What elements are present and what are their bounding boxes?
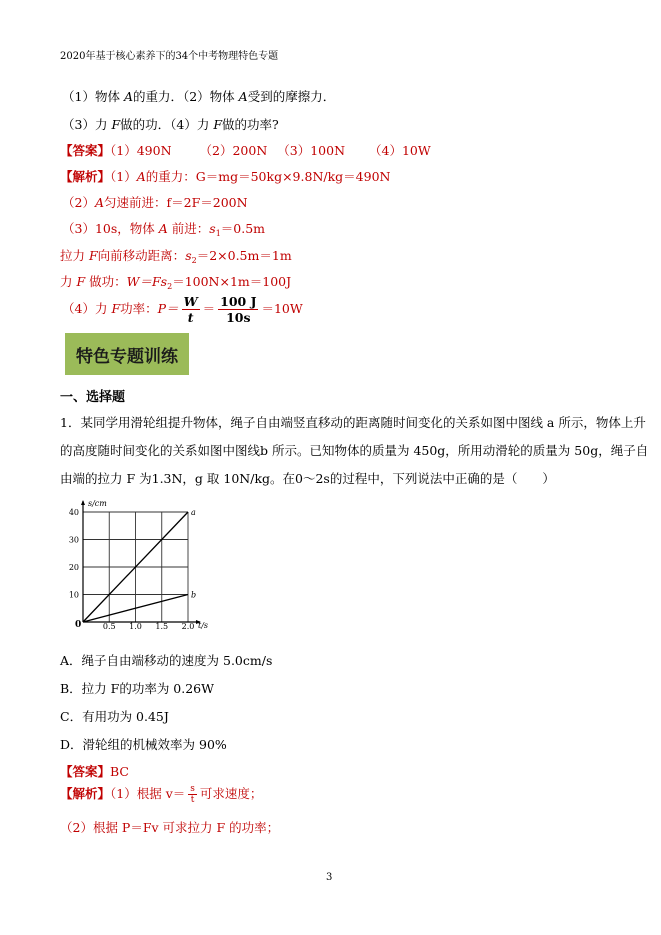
var-A: A <box>238 89 248 104</box>
question-line2: 的高度随时间变化的关系如图中图线b 所示。已知物体的质量为 450g，所用动滑轮的质量为 50g，绳子自 <box>60 443 649 458</box>
text: 可求速度； <box>199 786 263 801</box>
x-axis-label: t/s <box>198 621 209 630</box>
fraction-100J-10s <box>218 294 258 325</box>
prev-analysis-l3 <box>62 219 265 238</box>
page-header: 2020年基于核心素养下的34个中考物理特色专题 <box>60 51 279 62</box>
var-s: s <box>209 221 216 236</box>
answer-part: （1）490N <box>110 143 172 158</box>
section-title: 一、选择题 <box>60 390 126 405</box>
prev-answer <box>60 141 431 159</box>
y-tick-label: 10 <box>68 590 79 600</box>
answer-tag: 【答案】 <box>60 143 111 158</box>
text: 力 <box>60 274 77 289</box>
answer-part: （3）100N <box>277 143 346 158</box>
x-tick-label: 1.0 <box>129 622 142 631</box>
answer-part: （2）200N <box>199 143 268 158</box>
text: （1）根据 v＝ <box>110 786 186 801</box>
formula: G＝mg＝50kg×9.8N/kg＝490N <box>195 169 391 184</box>
equals: ＝ <box>202 301 216 316</box>
var-s: s <box>185 248 192 263</box>
var-F: F <box>76 274 86 289</box>
question-analysis-l2: （2）根据 P＝Fv 可求拉力 F 的功率； <box>60 820 280 835</box>
option-a: A．绳子自由端移动的速度为 5.0cm/s <box>60 653 273 668</box>
question-line1: 1．某同学用滑轮组提升物体，绳子自由端竖直移动的距离随时间变化的关系如图中图线 a 所示，物体上升 <box>60 415 646 430</box>
x-tick-label: 0.5 <box>102 622 116 631</box>
analysis-tag: 【解析】 <box>60 169 111 184</box>
x-tick-labels <box>103 622 194 631</box>
text: （3）10s，物体 <box>62 221 159 236</box>
text: ＝100N×1m＝100J <box>172 274 292 289</box>
question-analysis-l1 <box>60 784 262 805</box>
option-c: C．有用功为 0.45J <box>60 709 169 724</box>
y-tick-label: 40 <box>68 508 79 517</box>
y-axis-arrow <box>81 500 85 505</box>
text: 的重力．（2）物体 <box>132 89 239 104</box>
text: （4）力 <box>62 301 112 316</box>
formula: W＝Fs <box>126 274 168 289</box>
answer-tag: 【答案】 <box>60 764 111 779</box>
text: 向前移动距离： <box>97 248 186 263</box>
var-F: F <box>111 301 121 316</box>
var-F: F <box>88 248 98 263</box>
x-tick-label: 1.5 <box>155 622 169 631</box>
series-label-a: a <box>191 508 196 517</box>
text: ＝0.5m <box>220 221 266 236</box>
text: 做的功．（4）力 <box>120 117 214 132</box>
var-A: A <box>136 169 146 184</box>
text: 匀速前进： <box>103 195 167 210</box>
page-number: 3 <box>326 872 333 883</box>
question-line3: 由端的拉力 F 为1.3N，g 取 10N/kg。在0～2s的过程中，下列说法中正确的是（ ） <box>60 471 555 486</box>
var-A: A <box>158 221 168 236</box>
var-P: P＝ <box>157 301 179 316</box>
subscript: 1 <box>215 229 221 238</box>
denominator: t <box>190 795 195 805</box>
answer-part: （4）10W <box>369 143 431 158</box>
var-A: A <box>94 195 104 210</box>
y-axis-label: s/cm <box>88 499 107 508</box>
text: （1）物体 <box>62 89 124 104</box>
text: ＝10W <box>261 301 303 316</box>
subscript: 2 <box>167 282 173 291</box>
text: （3）力 <box>62 117 112 132</box>
y-tick-label: 30 <box>68 535 79 545</box>
prev-analysis-l5 <box>60 272 291 291</box>
distance-time-chart <box>55 495 215 640</box>
text: 的重力： <box>145 169 196 184</box>
numerator: W <box>183 294 198 309</box>
text: （2） <box>62 195 95 210</box>
prev-analysis-l6 <box>62 294 303 325</box>
text: ＝2×0.5m＝1m <box>196 248 292 263</box>
option-d: D．滑轮组的机械效率为 90% <box>60 737 227 752</box>
y-tick-labels <box>69 508 79 600</box>
text: 受到的摩擦力． <box>247 89 336 104</box>
numerator: s <box>190 784 195 794</box>
prev-question-line2 <box>62 115 279 133</box>
denominator: 10s <box>226 310 251 325</box>
y-tick-label: 20 <box>68 563 79 572</box>
var-A: A <box>123 89 133 104</box>
text: 做的功率? <box>222 117 279 132</box>
numerator: 100 J <box>220 294 257 309</box>
prev-analysis-l2 <box>62 193 248 211</box>
text: （1） <box>110 169 137 184</box>
banner-label: 特色专题训练 <box>76 346 178 367</box>
option-b: B．拉力 F的功率为 0.26W <box>60 681 214 696</box>
var-F: F <box>111 117 121 132</box>
special-training-banner <box>65 333 189 375</box>
question-answer <box>60 762 129 780</box>
x-tick-label: 2.0 <box>181 622 195 631</box>
prev-question-line1 <box>62 87 335 105</box>
text: 做功： <box>85 274 127 289</box>
fraction-s-t <box>188 784 197 805</box>
text: 功率： <box>120 301 158 316</box>
fraction-W-t <box>182 294 200 325</box>
series-labels <box>191 508 196 600</box>
var-F: F <box>213 117 222 132</box>
answer-value: BC <box>110 764 129 779</box>
denominator: t <box>187 310 194 325</box>
origin-label: 0 <box>75 620 82 630</box>
subscript: 2 <box>191 256 197 265</box>
formula: f＝2F＝200N <box>166 195 248 210</box>
analysis-tag: 【解析】 <box>60 786 111 801</box>
prev-analysis-l4 <box>60 246 292 265</box>
text: 拉力 <box>60 248 89 263</box>
series-label-b: b <box>191 590 197 600</box>
prev-analysis-l1 <box>60 167 390 185</box>
text: 前进： <box>167 221 210 236</box>
